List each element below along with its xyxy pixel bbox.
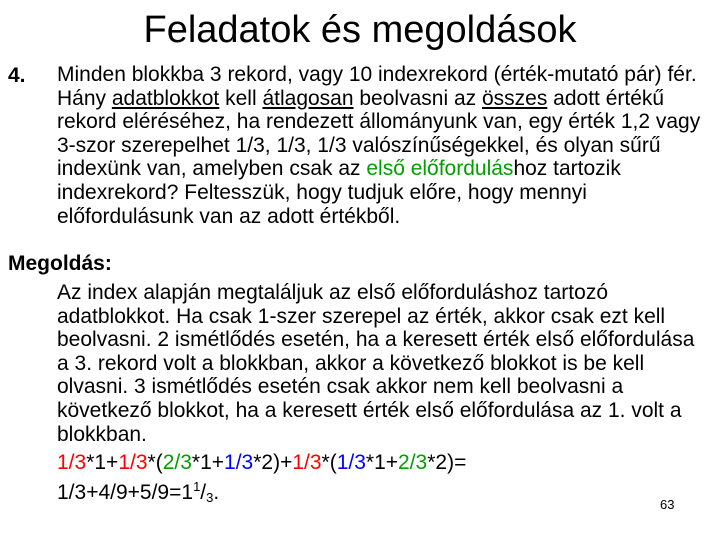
formula-result: 1/3+4/9+5/9=1 [57, 481, 194, 504]
solution-text: Az index alapján megtaláljuk az első előforduláshoz tartozó adatblokkot. Ha csak 1-szer szerepel az érték, akkor csak ezt kell beolvasni. 2 ismétlődés esetén, ha a keresett érték első előfordulása a 3. rekord volt a blokkban, akkor a következő blokkot is be kell olvasni. 3 ismétlődés esetén csak akkor nem kell beolvasni a következő blokkot, ha a keresett érték első előfordulása az 1. volt a blokkban. [57, 281, 695, 446]
fraction-slash: / [200, 481, 207, 504]
underlined-all: összes [481, 86, 548, 110]
formula-term-red-2: 1/3 [118, 451, 148, 474]
formula-term-blue-2: 1/3 [336, 451, 366, 474]
formula-line-2 [57, 481, 219, 505]
formula-term-red-1: 1/3 [57, 451, 87, 474]
formula-term-red-3: 1/3 [292, 451, 322, 474]
formula-term-green-2: 2/3 [398, 451, 428, 474]
formula-op-6: *1+ [365, 451, 399, 474]
formula-term-blue-1: 1/3 [224, 451, 254, 474]
problem-seg-3: beolvasni az [353, 86, 482, 110]
highlight-first-occurrence: első előfordulás [366, 157, 514, 181]
underlined-data-blocks: adatblokkot [111, 86, 220, 110]
formula-op-2: *( [147, 451, 163, 474]
formula-op-4: *2)+ [253, 451, 293, 474]
fraction-numerator: 1 [193, 479, 201, 494]
slide-title: Feladatok és megoldások [143, 9, 577, 51]
formula-term-green-1: 2/3 [162, 451, 192, 474]
formula-end: . [213, 481, 220, 504]
formula-line-1 [57, 451, 466, 475]
problem-number: 4. [8, 64, 26, 87]
formula-op-3: *1+ [191, 451, 225, 474]
formula-op-5: *( [321, 451, 337, 474]
underlined-average: átlagosan [262, 86, 354, 110]
formula-op-7: *2)= [427, 451, 467, 474]
problem-seg-5: hoz tartozik indexrekord? Feltesszük, hogy tudjuk előre, hogy mennyi előfordulásunk van az adott értékből. [57, 157, 621, 228]
page-number: 63 [660, 497, 675, 512]
problem-seg-4: adott értékű rekord eléréséhez, ha rendezett állományunk van, egy érték 1,2 vagy 3-szor szerepelhet 1/3, 1/3, 1/3 valószínűségekkel, és olyan sűrű indexünk van, amelyben csak az [57, 86, 701, 181]
problem-seg-1: Minden blokkba 3 rekord, vagy 10 indexrekord (érték-mutató pár) fér. Hány [57, 63, 697, 110]
fraction-denominator: 3 [206, 490, 214, 505]
problem-seg-2: kell [219, 86, 263, 110]
solution-label: Megoldás: [8, 252, 112, 275]
problem-text [57, 63, 707, 228]
formula-op-1: *1+ [86, 451, 119, 474]
